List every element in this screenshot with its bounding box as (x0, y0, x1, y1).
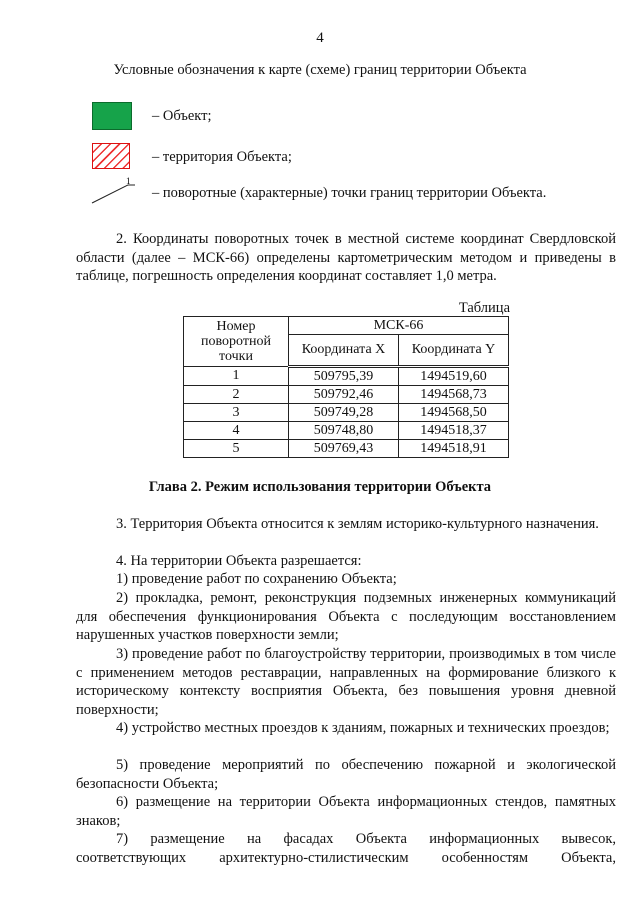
header-msk66: МСК-66 (289, 317, 509, 335)
list-item-1: 1) проведение работ по сохранению Объекта; (116, 571, 397, 587)
point-number: 4 (184, 422, 289, 440)
page-number: 4 (316, 30, 324, 46)
legend-item-territory (92, 142, 292, 172)
header-coord-x: Координата X (289, 335, 399, 367)
point-number: 2 (184, 386, 289, 404)
coord-x: 509769,43 (289, 440, 399, 458)
coord-y: 1494519,60 (399, 367, 509, 386)
red-hatched-square-icon (92, 143, 130, 169)
point-number: 3 (184, 404, 289, 422)
list-item-5: 5) проведение мероприятий по обеспечению пожарной и экологической безопасности Объекта; (76, 757, 616, 792)
coord-y: 1494518,91 (399, 440, 509, 458)
table-row (184, 422, 509, 440)
legend-item-turning-points (92, 177, 547, 208)
legend-label: – территория Объекта; (152, 148, 292, 165)
coord-x: 509748,80 (289, 422, 399, 440)
paragraph-coordinates: 2. Координаты поворотных точек в местной системе координат Свердловской области (далее – МСК-66) определены картометрическим методом и приведены в таблице, погрешность определения координат составляет 1,0 метра. (76, 231, 616, 285)
legend-title: Условные обозначения к карте (схеме) границ территории Объекта (113, 62, 527, 78)
coordinates-table (183, 316, 509, 458)
chapter-title: Глава 2. Режим использования территории Объекта (148, 479, 492, 495)
paragraph-4: 4. На территории Объекта разрешается: (116, 553, 362, 569)
legend-label: – поворотные (характерные) точки границ территории Объекта. (152, 184, 547, 201)
paragraph-3: 3. Территория Объекта относится к землям историко-культурного назначения. (116, 516, 599, 532)
list-item-6: 6) размещение на территории Объекта информационных стендов, памятных знаков; (76, 794, 616, 829)
marker-number: 1 (126, 177, 131, 186)
list-item-4: 4) устройство местных проездов к зданиям, пожарных и технических проездов; (116, 720, 610, 736)
coord-y: 1494568,73 (399, 386, 509, 404)
coord-y: 1494568,50 (399, 404, 509, 422)
legend-item-object (92, 101, 212, 131)
legend-label: – Объект; (152, 107, 212, 124)
header-point-number: Номер поворотной точки (184, 317, 289, 367)
table-row (184, 404, 509, 422)
table-caption: Таблица (458, 300, 510, 316)
coord-x: 509795,39 (289, 367, 399, 386)
list-item-3: 3) проведение работ по благоустройству территории, производимых в том числе с применением методов реставрации, направленных на формирование близкого к историческому контексту восприятия Объекта, без повышения уровня дневной поверхности; (76, 646, 616, 718)
coord-y: 1494518,37 (399, 422, 509, 440)
list-item-7: 7) размещение на фасадах Объекта информационных вывесок, соответствующих архитектурно-стилистическим особенностям Объекта, (76, 831, 616, 866)
point-number: 1 (184, 367, 289, 386)
header-coord-y: Координата Y (399, 335, 509, 367)
turning-point-marker-icon (92, 179, 134, 207)
point-number: 5 (184, 440, 289, 458)
table-row (184, 367, 509, 386)
table-row (184, 386, 509, 404)
list-item-2: 2) прокладка, ремонт, реконструкция подземных инженерных коммуникаций для обеспечения функционирования Объекта с последующим восстановлением нарушенных участков поверхности земли; (76, 590, 616, 644)
green-fill-square-icon (92, 102, 132, 130)
table-row (184, 440, 509, 458)
coord-x: 509749,28 (289, 404, 399, 422)
coord-x: 509792,46 (289, 386, 399, 404)
